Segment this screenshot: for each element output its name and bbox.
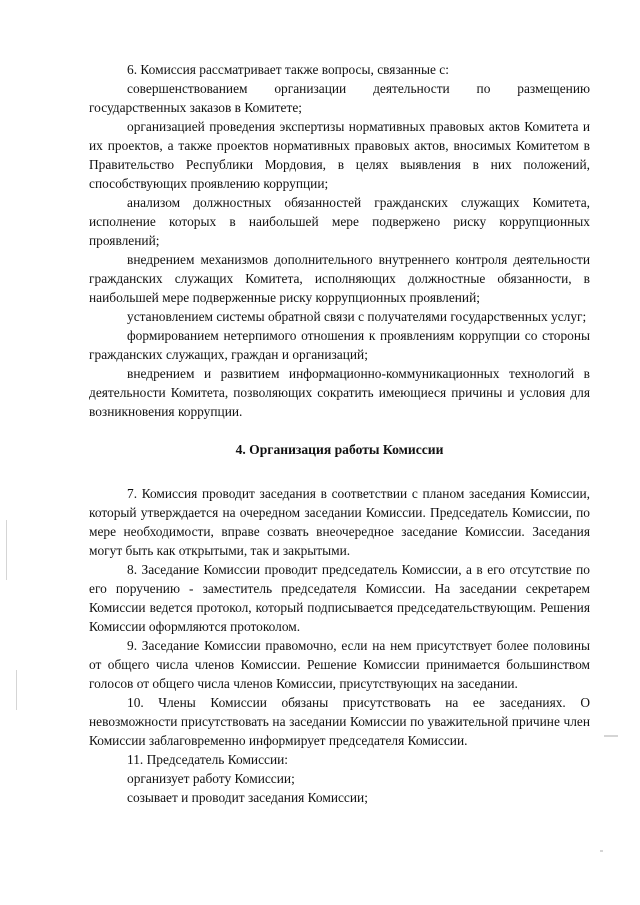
list-item-feedback: установлением системы обратной связи с получателями государственных услуг; xyxy=(127,309,587,324)
paragraph-7: 7. Комиссия проводит заседания в соответствии с планом заседания Комиссии, который утверждается на очередном заседании Комиссии. Председатель Комиссии, по мере необходимости, вправе созвать внеочередное заседание Комиссии. Заседания могут быть как открытыми, так и закрытыми. xyxy=(89,486,590,558)
paragraph-10: 10. Члены Комиссии обязаны присутствовать на ее заседаниях. О невозможности присутствовать на заседании Комиссии по уважительной причине член Комиссии заблаговременно информирует председателя Комиссии. xyxy=(89,695,590,748)
scan-mark xyxy=(604,735,618,737)
paragraph-11: 11. Председатель Комиссии: xyxy=(127,752,289,767)
list-item-expertise: организацией проведения экспертизы нормативных правовых актов Комитета и их проектов, а также проектов нормативных правовых актов, вносимых Комитетом в Правительство Республики Мордовия, в целях выявления в них положений, способствующих проявлению коррупции; xyxy=(89,119,590,191)
list-item-convenes: созывает и проводит заседания Комиссии; xyxy=(127,790,368,805)
section-6-text xyxy=(89,60,590,421)
section-heading: 4. Организация работы Комиссии xyxy=(235,442,444,457)
paragraph-8: 8. Заседание Комиссии проводит председатель Комиссии, а в его отсутствие по его поручению - заместитель председателя Комиссии. На заседании секретарем Комиссии ведется протокол, который подписывается председательствующим. Решения Комиссии оформляются протоколом. xyxy=(89,562,590,634)
section-4-text xyxy=(89,484,590,807)
list-item-ict: внедрением и развитием информационно-коммуникационных технологий в деятельности Комитета, позволяющих сократить имеющиеся причины и условия для возникновения коррупции. xyxy=(89,366,590,419)
scan-mark xyxy=(16,670,17,710)
scan-mark xyxy=(600,850,603,852)
list-item-organizes: организует работу Комиссии; xyxy=(127,771,295,786)
list-item-intolerance: формированием нетерпимого отношения к проявлениям коррупции со стороны гражданских служащих, граждан и организаций; xyxy=(89,328,590,362)
list-item-internal-control: внедрением механизмов дополнительного внутреннего контроля деятельности гражданских служащих Комитета, исполняющих должностные обязанности, в наибольшей мере подверженные риску коррупционных проявлений; xyxy=(89,252,590,305)
list-item-procurement: совершенствованием организации деятельности по размещению государственных заказов в Комитете; xyxy=(89,81,590,115)
scan-mark xyxy=(348,320,350,322)
scan-mark xyxy=(6,520,7,580)
paragraph-6-intro: 6. Комиссия рассматривает также вопросы, связанные с: xyxy=(127,62,449,77)
list-item-duties-analysis: анализом должностных обязанностей гражданских служащих Комитета, исполнение которых в наибольшей мере подвержено риску коррупционных проявлений; xyxy=(89,195,590,248)
paragraph-9: 9. Заседание Комиссии правомочно, если на нем присутствует более половины от общего числа членов Комиссии. Решение Комиссии принимается большинством голосов от общего числа членов Комиссии, присутствующих на заседании. xyxy=(89,638,590,691)
